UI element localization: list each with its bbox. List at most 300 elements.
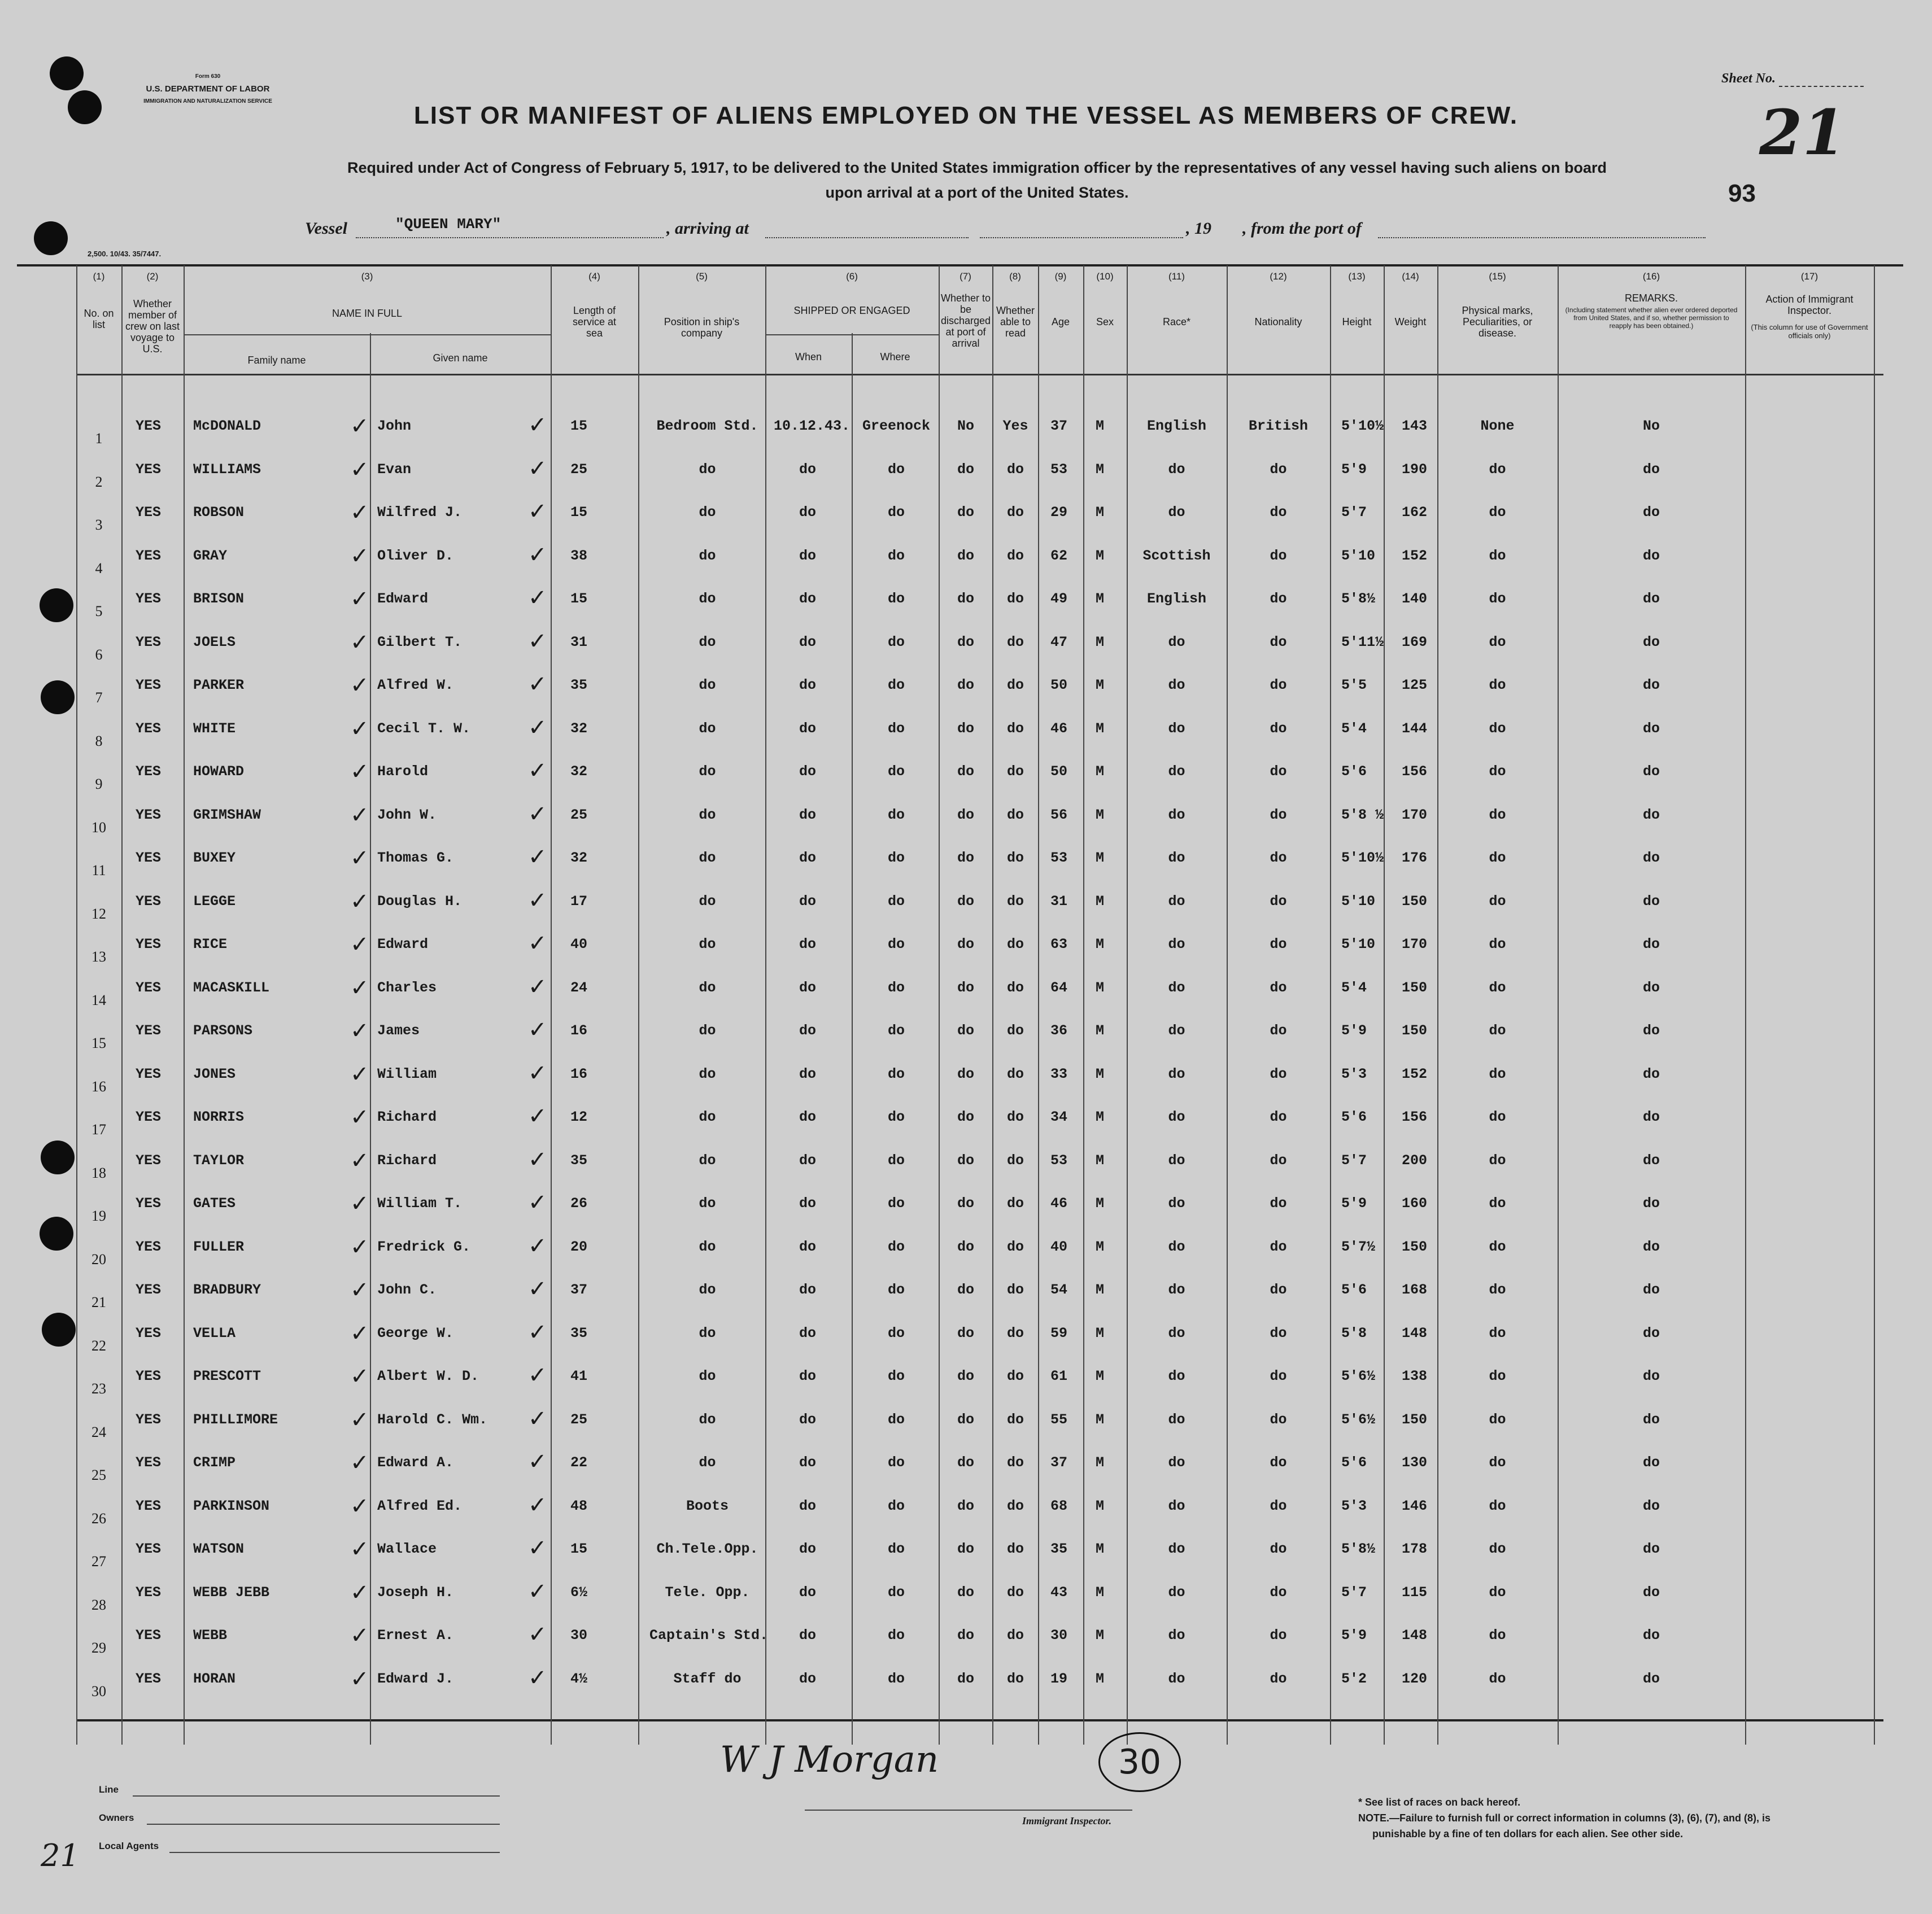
sex-cell: M — [1096, 1325, 1105, 1341]
age-cell: 40 — [1050, 1239, 1068, 1255]
read-cell: do — [1006, 1325, 1024, 1341]
where-cell: do — [887, 720, 905, 737]
given-name-cell: Richard — [377, 1152, 437, 1169]
position-cell: do — [699, 980, 716, 996]
col-num: (10) — [1096, 271, 1114, 282]
row-number: 15 — [91, 1035, 106, 1051]
discharged-cell: do — [957, 807, 974, 823]
marks-cell: do — [1489, 936, 1506, 952]
checkmark-icon: ✓ — [350, 1364, 369, 1389]
checkmark-icon: ✓ — [350, 1450, 369, 1476]
checkmark-icon: ✓ — [350, 1493, 369, 1519]
age-cell: 37 — [1050, 418, 1068, 434]
crew-cell: YES — [136, 1454, 162, 1471]
age-cell: 53 — [1050, 461, 1068, 478]
discharged-cell: do — [957, 677, 974, 693]
marks-cell: do — [1489, 1239, 1506, 1255]
sex-cell: M — [1096, 980, 1105, 996]
marks-cell: do — [1489, 591, 1506, 607]
marks-cell: do — [1489, 893, 1506, 910]
height-cell: 5'8 ½ — [1341, 807, 1384, 823]
race-cell: do — [1168, 1454, 1185, 1471]
nationality-cell: do — [1270, 1368, 1287, 1384]
height-cell: 5'6 — [1341, 1282, 1367, 1298]
col-header-shipped: SHIPPED OR ENGAGED — [793, 305, 910, 316]
read-cell: do — [1006, 1066, 1024, 1082]
position-cell: Bedroom Std. — [656, 418, 758, 434]
sex-cell: M — [1096, 936, 1105, 952]
crew-cell: YES — [136, 936, 162, 952]
age-cell: 54 — [1050, 1282, 1068, 1298]
checkmark-icon: ✓ — [350, 889, 369, 915]
service-cell: 16 — [570, 1066, 588, 1082]
weight-cell: 162 — [1402, 504, 1428, 521]
marks-cell: do — [1489, 850, 1506, 866]
marks-cell: do — [1489, 1109, 1506, 1125]
height-cell: 5'8½ — [1341, 1541, 1376, 1557]
position-cell: do — [699, 634, 716, 650]
age-cell: 55 — [1050, 1412, 1068, 1428]
col-header-action: Action of Immigrant Inspector. — [1765, 294, 1854, 316]
remarks-cell: do — [1642, 591, 1660, 607]
print-code: 2,500. 10/43. 35/7447. — [88, 250, 162, 258]
marks-cell: do — [1489, 1627, 1506, 1644]
discharged-cell: do — [957, 980, 974, 996]
crew-cell: YES — [136, 1282, 162, 1298]
checkmark-icon: ✓ — [350, 1666, 369, 1692]
checkmark-icon: ✓ — [528, 888, 547, 914]
checkmark-icon: ✓ — [528, 1622, 547, 1648]
sex-cell: M — [1096, 1066, 1105, 1082]
position-cell: do — [699, 850, 716, 866]
height-cell: 5'7 — [1341, 1584, 1367, 1601]
marks-cell: do — [1489, 677, 1506, 693]
punch-hole — [34, 221, 68, 255]
age-cell: 31 — [1050, 893, 1068, 910]
age-cell: 46 — [1050, 1195, 1068, 1212]
family-name-cell: GRIMSHAW — [193, 807, 261, 823]
height-cell: 5'11½ — [1341, 634, 1384, 650]
height-cell: 5'6 — [1341, 1109, 1367, 1125]
race-cell: do — [1168, 763, 1185, 780]
sheet-number-handwritten: 21 — [1759, 96, 1846, 169]
col-header-remarks-sub: (Including statement whether alien ever ordered deported from United States, and if so, whether permission to reapply has been obtained.) — [1565, 306, 1738, 330]
service-cell: 35 — [570, 677, 588, 693]
checkmark-icon: ✓ — [528, 1147, 547, 1173]
table-bottom — [76, 1719, 1883, 1721]
where-cell: do — [887, 936, 905, 952]
position-cell: do — [699, 1368, 716, 1384]
where-cell: do — [887, 1066, 905, 1082]
weight-cell: 170 — [1402, 807, 1428, 823]
discharged-cell: do — [957, 1325, 974, 1341]
discharged-cell: do — [957, 634, 974, 650]
crew-cell: YES — [136, 548, 162, 564]
sex-cell: M — [1096, 1239, 1105, 1255]
checkmark-icon: ✓ — [528, 1276, 547, 1302]
service-cell: 32 — [570, 850, 588, 866]
race-cell: do — [1168, 1195, 1185, 1212]
col-num: (7) — [960, 271, 971, 282]
col-header-height: Height — [1342, 316, 1372, 327]
position-cell: do — [699, 1109, 716, 1125]
col-line — [1558, 265, 1559, 1745]
row-number: 28 — [91, 1597, 106, 1613]
position-cell: do — [699, 936, 716, 952]
checkmark-icon: ✓ — [350, 1104, 369, 1130]
sex-cell: M — [1096, 1109, 1105, 1125]
position-cell: do — [699, 1195, 716, 1212]
height-cell: 5'6 — [1341, 1454, 1367, 1471]
age-cell: 53 — [1050, 850, 1068, 866]
when-cell: do — [799, 1368, 816, 1384]
where-cell: do — [887, 1541, 905, 1557]
where-cell: do — [887, 1454, 905, 1471]
family-name-cell: WILLIAMS — [193, 461, 261, 478]
row-number: 19 — [91, 1208, 106, 1224]
service-name: IMMIGRATION AND NATURALIZATION SERVICE — [143, 98, 272, 104]
checkmark-icon: ✓ — [528, 715, 547, 741]
given-name-cell: John — [377, 418, 412, 434]
marks-cell: do — [1489, 1412, 1506, 1428]
race-cell: do — [1168, 1584, 1185, 1601]
col-line — [121, 265, 123, 1745]
race-cell: English — [1146, 418, 1207, 434]
race-cell: do — [1168, 936, 1185, 952]
sex-cell: M — [1096, 1195, 1105, 1212]
checkmark-icon: ✓ — [350, 413, 369, 439]
col-line — [551, 265, 552, 1745]
marks-cell: None — [1480, 418, 1515, 434]
sex-cell: M — [1096, 1368, 1105, 1384]
height-cell: 5'9 — [1341, 461, 1367, 478]
col-header-age: Age — [1051, 316, 1070, 327]
height-cell: 5'10½ — [1341, 418, 1384, 434]
sex-cell: M — [1096, 461, 1105, 478]
crew-cell: YES — [136, 807, 162, 823]
when-cell: do — [799, 634, 816, 650]
remarks-cell: do — [1642, 936, 1660, 952]
nationality-cell: do — [1270, 1195, 1287, 1212]
given-name-cell: Edward A. — [377, 1454, 454, 1471]
crew-cell: YES — [136, 1109, 162, 1125]
col-line — [1330, 265, 1331, 1745]
discharged-cell: do — [957, 850, 974, 866]
age-cell: 62 — [1050, 548, 1068, 564]
given-name-cell: Alfred Ed. — [377, 1498, 463, 1514]
race-cell: do — [1168, 634, 1185, 650]
position-cell: Boots — [686, 1498, 729, 1514]
height-cell: 5'6½ — [1341, 1412, 1376, 1428]
row-number: 6 — [95, 646, 103, 663]
race-cell: do — [1168, 1498, 1185, 1514]
read-cell: do — [1006, 1152, 1024, 1169]
number-stamp: 93 — [1728, 180, 1756, 207]
shipped-subdivider — [765, 334, 939, 335]
read-cell: do — [1006, 763, 1024, 780]
given-name-cell: John W. — [377, 807, 437, 823]
sex-cell: M — [1096, 1282, 1105, 1298]
age-cell: 46 — [1050, 720, 1068, 737]
position-cell: do — [699, 548, 716, 564]
remarks-cell: do — [1642, 980, 1660, 996]
col-header-where: Where — [880, 351, 910, 362]
crew-cell: YES — [136, 461, 162, 478]
when-cell: do — [799, 850, 816, 866]
nationality-cell: do — [1270, 1541, 1287, 1557]
when-cell: do — [799, 461, 816, 478]
weight-cell: 156 — [1402, 763, 1428, 780]
race-cell: do — [1168, 1368, 1185, 1384]
checkmark-icon: ✓ — [350, 1536, 369, 1562]
read-cell: do — [1006, 1239, 1024, 1255]
height-cell: 5'10½ — [1341, 850, 1384, 866]
checkmark-icon: ✓ — [350, 845, 369, 871]
row-number: 17 — [91, 1121, 106, 1138]
age-cell: 30 — [1050, 1627, 1068, 1644]
remarks-cell: do — [1642, 1498, 1660, 1514]
from-port-line — [1378, 237, 1706, 238]
row-number: 30 — [91, 1683, 106, 1699]
discharged-cell: do — [957, 504, 974, 521]
height-cell: 5'9 — [1341, 1195, 1367, 1212]
col-num: (14) — [1402, 271, 1419, 282]
family-name-cell: NORRIS — [193, 1109, 245, 1125]
race-cell: do — [1168, 1109, 1185, 1125]
checkmark-icon: ✓ — [350, 1407, 369, 1433]
col-header-action-sub: (This column for use of Government officials only) — [1751, 323, 1868, 340]
nationality-cell: do — [1270, 980, 1287, 996]
race-cell: do — [1168, 1282, 1185, 1298]
position-cell: do — [699, 1239, 716, 1255]
age-cell: 50 — [1050, 763, 1068, 780]
given-name-cell: John C. — [377, 1282, 437, 1298]
age-cell: 61 — [1050, 1368, 1068, 1384]
race-cell: do — [1168, 850, 1185, 866]
height-cell: 5'8 — [1341, 1325, 1367, 1341]
discharged-cell: do — [957, 1584, 974, 1601]
race-cell: do — [1168, 504, 1185, 521]
when-cell: do — [799, 807, 816, 823]
age-cell: 64 — [1050, 980, 1068, 996]
given-name-cell: William T. — [377, 1195, 463, 1212]
service-cell: 25 — [570, 461, 588, 478]
crew-table — [17, 264, 1903, 1740]
position-cell: do — [699, 1152, 716, 1169]
where-cell: do — [887, 1195, 905, 1212]
weight-cell: 150 — [1402, 1022, 1428, 1039]
note-line-2: punishable by a fine of ten dollars for each alien. See other side. — [1372, 1828, 1684, 1839]
nationality-cell: do — [1270, 720, 1287, 737]
when-cell: do — [799, 591, 816, 607]
row-number: 9 — [95, 776, 103, 792]
read-cell: do — [1006, 1584, 1024, 1601]
col-line — [76, 265, 77, 1745]
read-cell: do — [1006, 850, 1024, 866]
row-number: 12 — [91, 906, 106, 922]
race-cell: do — [1168, 1671, 1185, 1687]
family-name-cell: CRIMP — [193, 1454, 236, 1471]
row-number: 29 — [91, 1640, 106, 1656]
nationality-cell: do — [1270, 1239, 1287, 1255]
read-cell: do — [1006, 1454, 1024, 1471]
col-num: (3) — [361, 271, 373, 282]
family-name-cell: PRESCOTT — [193, 1368, 261, 1384]
where-cell: do — [887, 1325, 905, 1341]
position-cell: do — [699, 807, 716, 823]
col-line — [1437, 265, 1438, 1745]
arriving-label: , arriving at — [666, 219, 749, 238]
when-cell: do — [799, 1152, 816, 1169]
remarks-cell: do — [1642, 850, 1660, 866]
race-cell: do — [1168, 807, 1185, 823]
weight-cell: 143 — [1402, 418, 1428, 434]
where-cell: do — [887, 1368, 905, 1384]
col-num: (11) — [1168, 271, 1185, 282]
service-cell: 35 — [570, 1325, 588, 1341]
col-header-no: No. on list — [84, 308, 114, 330]
line-label: Line — [99, 1784, 119, 1795]
nationality-cell: do — [1270, 1325, 1287, 1341]
checkmark-icon: ✓ — [528, 499, 547, 525]
checkmark-icon: ✓ — [528, 1665, 547, 1691]
position-cell: Captain's Std. — [649, 1627, 769, 1644]
checkmark-icon: ✓ — [350, 932, 369, 958]
position-cell: do — [699, 763, 716, 780]
col-line — [939, 265, 940, 1745]
when-cell: do — [799, 720, 816, 737]
line-field — [133, 1795, 500, 1797]
crew-cell: YES — [136, 634, 162, 650]
crew-cell: YES — [136, 1195, 162, 1212]
nationality-cell: do — [1270, 504, 1287, 521]
marks-cell: do — [1489, 1454, 1506, 1471]
when-cell: do — [799, 504, 816, 521]
nationality-cell: do — [1270, 1109, 1287, 1125]
when-cell: do — [799, 548, 816, 564]
col-num: (16) — [1642, 271, 1660, 282]
vessel-name: "QUEEN MARY" — [395, 216, 501, 233]
col-header-read: Whether able to read — [996, 305, 1035, 339]
read-cell: do — [1006, 1498, 1024, 1514]
family-name-cell: McDONALD — [193, 418, 261, 434]
position-cell: do — [699, 1066, 716, 1082]
marks-cell: do — [1489, 1671, 1506, 1687]
col-header-when: When — [795, 351, 822, 362]
col-num: (2) — [146, 271, 159, 282]
height-cell: 5'9 — [1341, 1627, 1367, 1644]
read-cell: do — [1006, 677, 1024, 693]
nationality-cell: do — [1270, 1498, 1287, 1514]
checkmark-icon: ✓ — [350, 457, 369, 483]
weight-cell: 150 — [1402, 893, 1428, 910]
height-cell: 5'3 — [1341, 1498, 1367, 1514]
given-name-cell: Albert W. D. — [377, 1368, 479, 1384]
when-cell: do — [799, 936, 816, 952]
remarks-cell: do — [1642, 807, 1660, 823]
age-cell: 50 — [1050, 677, 1068, 693]
col-line — [1384, 265, 1385, 1745]
when-cell: do — [799, 1541, 816, 1557]
col-num: (6) — [846, 271, 858, 282]
page-title: LIST OR MANIFEST OF ALIENS EMPLOYED ON THE VESSEL AS MEMBERS OF CREW. — [413, 102, 1519, 129]
service-cell: 41 — [570, 1368, 588, 1384]
remarks-cell: do — [1642, 1066, 1660, 1082]
height-cell: 5'9 — [1341, 1022, 1367, 1039]
where-cell: do — [887, 504, 905, 521]
service-cell: 20 — [570, 1239, 588, 1255]
when-cell: do — [799, 1454, 816, 1471]
discharged-cell: do — [957, 893, 974, 910]
row-number: 26 — [91, 1510, 106, 1527]
weight-cell: 178 — [1402, 1541, 1428, 1557]
weight-cell: 125 — [1402, 677, 1428, 693]
family-name-cell: WEBB JEBB — [193, 1584, 270, 1601]
read-cell: do — [1006, 1412, 1024, 1428]
age-cell: 43 — [1050, 1584, 1068, 1601]
page-corner-number: 21 — [41, 1838, 80, 1873]
given-name-cell: Wilfred J. — [377, 504, 463, 521]
nationality-cell: do — [1270, 936, 1287, 952]
weight-cell: 148 — [1402, 1325, 1428, 1341]
remarks-cell: do — [1642, 1195, 1660, 1212]
col-header-marks: Physical marks, Peculiarities, or disease. — [1462, 305, 1533, 339]
family-name-cell: RICE — [193, 936, 228, 952]
row-number: 20 — [91, 1251, 106, 1268]
given-name-cell: Wallace — [377, 1541, 437, 1557]
discharged-cell: do — [957, 1671, 974, 1687]
race-cell: do — [1168, 1541, 1185, 1557]
checkmark-icon: ✓ — [350, 1148, 369, 1174]
remarks-cell: do — [1642, 1454, 1660, 1471]
remarks-cell: do — [1642, 548, 1660, 564]
height-cell: 5'7 — [1341, 504, 1367, 521]
given-name-cell: Edward — [377, 591, 429, 607]
weight-cell: 168 — [1402, 1282, 1428, 1298]
checkmark-icon: ✓ — [528, 1362, 547, 1388]
read-cell: do — [1006, 936, 1024, 952]
remarks-cell: do — [1642, 1152, 1660, 1169]
marks-cell: do — [1489, 461, 1506, 478]
row-number: 18 — [91, 1165, 106, 1181]
checkmark-icon: ✓ — [350, 1191, 369, 1217]
family-name-cell: PHILLIMORE — [193, 1412, 278, 1428]
subtitle-line-1: Required under Act of Congress of February 5, 1917, to be delivered to the United States immigration officer by the representatives of any vessel having such aliens on board — [347, 159, 1607, 176]
family-name-cell: TAYLOR — [193, 1152, 245, 1169]
remarks-cell: do — [1642, 1412, 1660, 1428]
position-cell: do — [699, 591, 716, 607]
col-line — [638, 265, 639, 1745]
given-name-cell: Edward — [377, 936, 429, 952]
given-name-cell: Ernest A. — [377, 1627, 454, 1644]
discharged-cell: do — [957, 1066, 974, 1082]
checkmark-icon: ✓ — [350, 975, 369, 1001]
checkmark-icon: ✓ — [350, 1580, 369, 1606]
race-cell: do — [1168, 1412, 1185, 1428]
race-cell: do — [1168, 1627, 1185, 1644]
age-cell: 36 — [1050, 1022, 1068, 1039]
checkmark-icon: ✓ — [528, 671, 547, 697]
checkmark-icon: ✓ — [350, 1061, 369, 1087]
checkmark-icon: ✓ — [350, 500, 369, 526]
race-cell: do — [1168, 893, 1185, 910]
crew-cell: YES — [136, 1368, 162, 1384]
where-cell: do — [887, 1584, 905, 1601]
nationality-cell: do — [1270, 1152, 1287, 1169]
given-name-cell: Joseph H. — [377, 1584, 454, 1601]
checkmark-icon: ✓ — [350, 716, 369, 742]
col-num: (15) — [1489, 271, 1506, 282]
